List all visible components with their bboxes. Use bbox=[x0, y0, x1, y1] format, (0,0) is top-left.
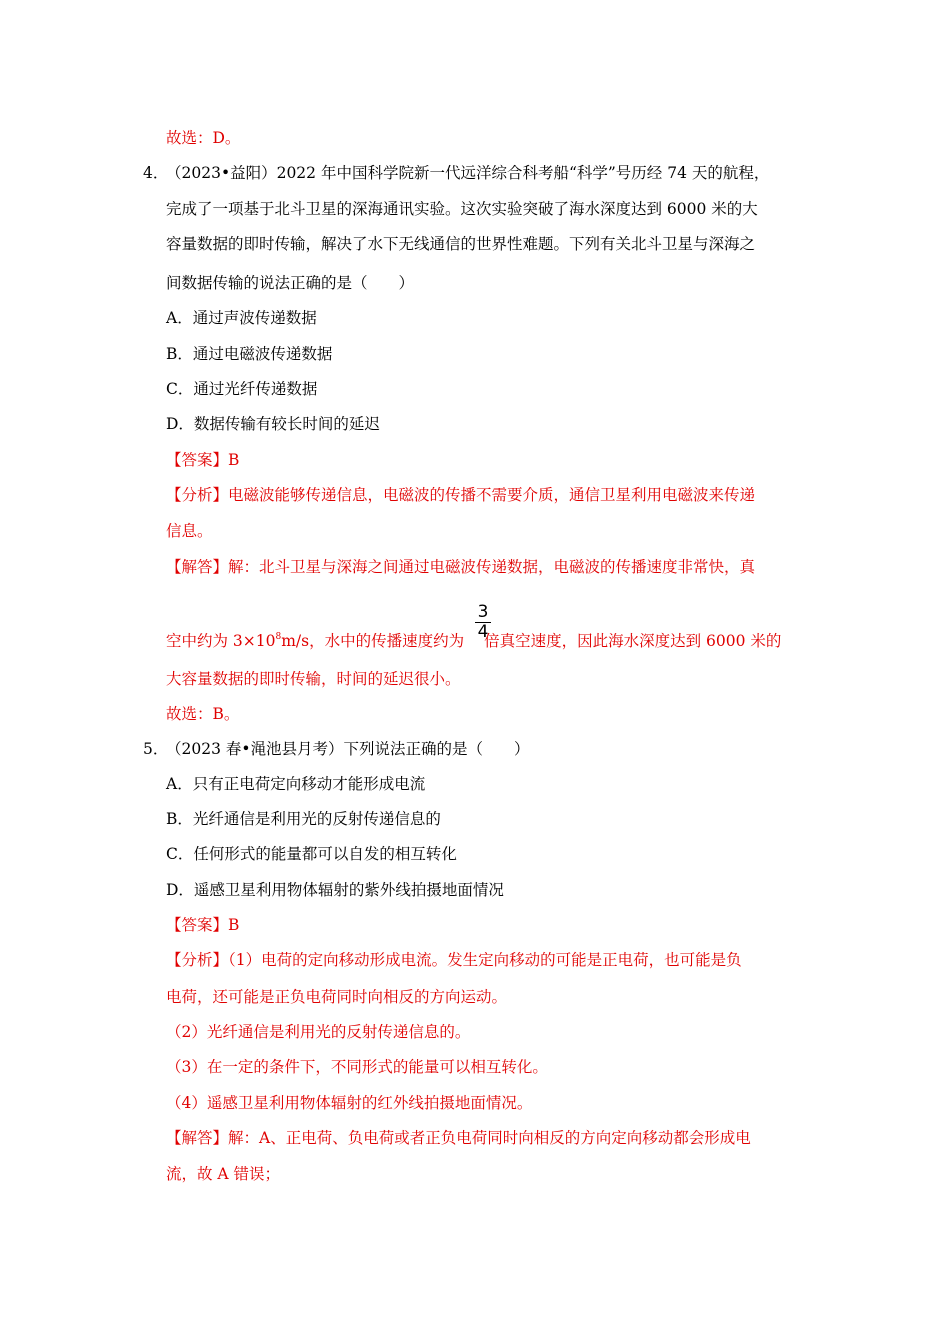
solution-text: 解：A、正电荷、负电荷或者正负电荷同时向相反的方向定向移动都会形成电 bbox=[228, 1129, 751, 1147]
q5-analysis-line: 电荷，还可能是正负电荷同时向相反的方向运动。 bbox=[166, 988, 508, 1006]
q4-analysis bbox=[166, 484, 755, 506]
ratio-text: 倍真空速度，因此海水深度达到 6000 米的 bbox=[484, 632, 782, 650]
speed-text: 空中约为 3×10 bbox=[166, 632, 276, 650]
answer-label: 【答案】 bbox=[166, 916, 229, 934]
q4-number: 4． bbox=[143, 164, 169, 182]
analysis-label: 【分析】 bbox=[166, 486, 229, 504]
q5-option-d: D．遥感卫星利用物体辐射的紫外线拍摄地面情况 bbox=[166, 881, 504, 899]
solution-label: 【解答】 bbox=[166, 1129, 229, 1147]
q4-analysis-line: 信息。 bbox=[166, 522, 213, 540]
q4-option-d: D．数据传输有较长时间的延迟 bbox=[166, 415, 380, 433]
q5-solution-line: 流，故 A 错误； bbox=[166, 1165, 281, 1183]
q5-option-b: B．光纤通信是利用光的反射传递信息的 bbox=[166, 810, 441, 828]
q5-analysis-line: （3）在一定的条件下，不同形式的能量可以相互转化。 bbox=[166, 1058, 548, 1076]
exponent: 8 bbox=[275, 632, 282, 642]
q4-solution-line bbox=[166, 630, 781, 652]
q4-option-c: C．通过光纤传递数据 bbox=[166, 380, 318, 398]
q4-stem-line: 容量数据的即时传输，解决了水下无线通信的世界性难题。下列有关北斗卫星与深海之 bbox=[166, 235, 756, 253]
speed-unit-text: m/s，水中的传播速度约为 bbox=[281, 632, 465, 650]
answer-value: B bbox=[228, 916, 240, 934]
fraction-numerator: 3 bbox=[477, 602, 489, 622]
q4-answer bbox=[166, 449, 239, 471]
q5-analysis bbox=[166, 949, 742, 971]
q4-stem-line: 间数据传输的说法正确的是（ ） bbox=[166, 274, 415, 292]
answer-label: 【答案】 bbox=[166, 451, 229, 469]
solution-label: 【解答】 bbox=[166, 558, 229, 576]
fraction-denominator: 4 bbox=[477, 622, 489, 642]
analysis-text: 电磁波能够传递信息，电磁波的传播不需要介质，通信卫星利用电磁波来传递 bbox=[228, 486, 756, 504]
q5-answer bbox=[166, 914, 239, 936]
q5-option-c: C．任何形式的能量都可以自发的相互转化 bbox=[166, 845, 457, 863]
q4-stem-line: 完成了一项基于北斗卫星的深海通讯实验。这次实验突破了海水深度达到 6000 米的大 bbox=[166, 200, 758, 218]
analysis-label: 【分析】 bbox=[166, 951, 229, 969]
answer-value: B bbox=[228, 451, 240, 469]
q3-choice: 故选：D。 bbox=[166, 129, 241, 147]
q5-option-a: A．只有正电荷定向移动才能形成电流 bbox=[166, 775, 426, 793]
q4-option-a: A．通过声波传递数据 bbox=[166, 309, 317, 327]
q5-solution bbox=[166, 1127, 751, 1149]
q5-analysis-line: （2）光纤通信是利用光的反射传递信息的。 bbox=[166, 1023, 471, 1041]
q5-number: 5． bbox=[143, 740, 169, 758]
q4-solution bbox=[166, 556, 755, 578]
q4-stem-line: （2023•益阳）2022 年中国科学院新一代远洋综合科考船“科学”号历经 74 天的航程， bbox=[166, 164, 770, 182]
q4-solution-line: 大容量数据的即时传输，时间的延迟很小。 bbox=[166, 670, 461, 688]
solution-text: 解：北斗卫星与深海之间通过电磁波传递数据，电磁波的传播速度非常快，真 bbox=[228, 558, 756, 576]
q5-analysis-line: （4）遥感卫星利用物体辐射的红外线拍摄地面情况。 bbox=[166, 1094, 533, 1112]
q4-choice: 故选：B。 bbox=[166, 705, 240, 723]
q4-option-b: B．通过电磁波传递数据 bbox=[166, 345, 333, 363]
q5-stem: （2023 春•渑池县月考）下列说法正确的是（ ） bbox=[166, 740, 530, 758]
fraction-three-quarters bbox=[475, 604, 491, 641]
analysis-text: （1）电荷的定向移动形成电流。发生定向移动的可能是正电荷，也可能是负 bbox=[228, 951, 742, 969]
